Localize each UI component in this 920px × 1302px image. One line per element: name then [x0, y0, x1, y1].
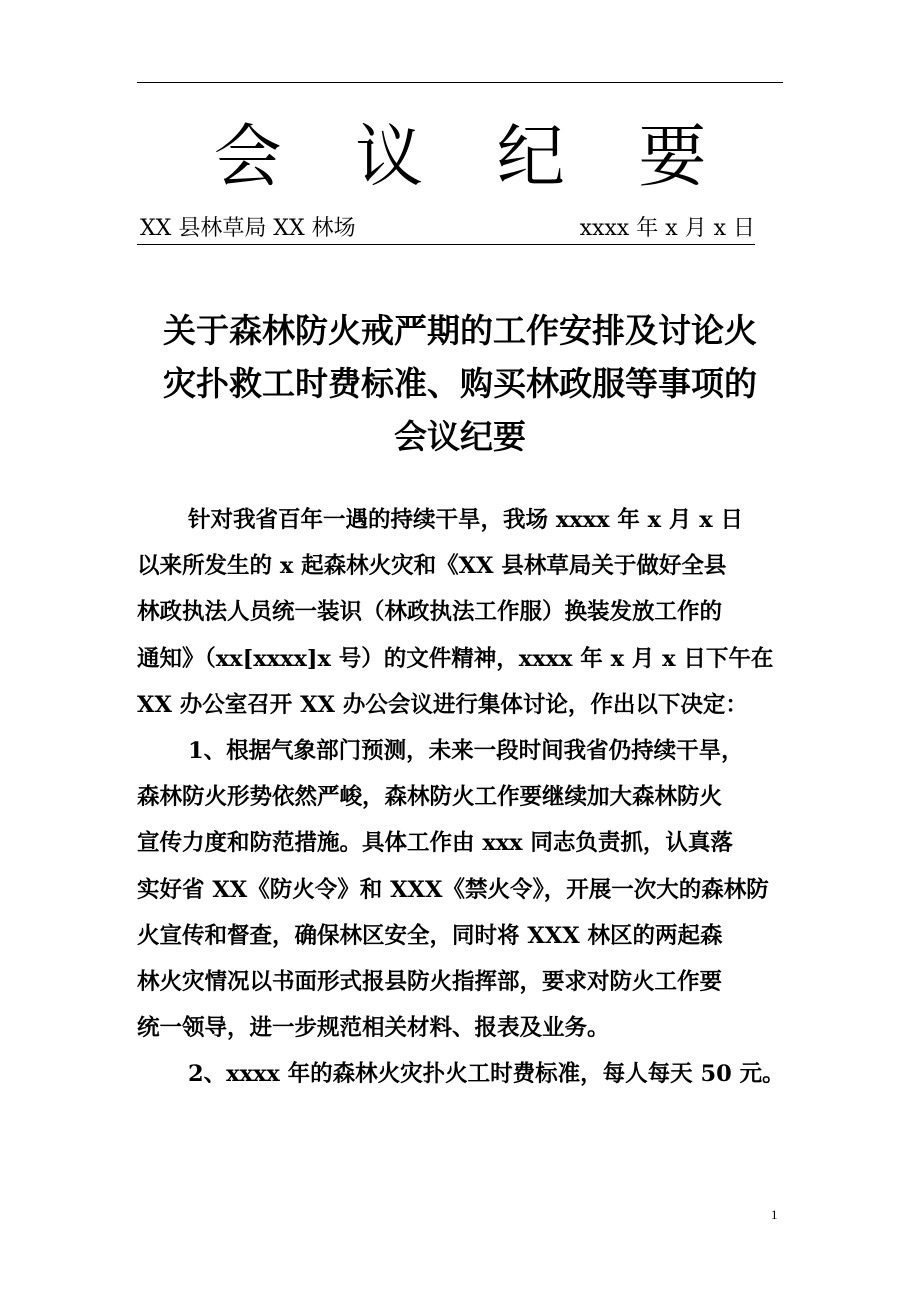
body-text [137, 497, 797, 1098]
document-date: xxxx 年 x 月 x 日 [579, 216, 755, 241]
paragraph-line: 2、xxxx 年的森林火灾扑火工时费标准，每人每天 50 元。 [188, 1061, 785, 1088]
paragraph-line: 通知》（xx[xxxx]x 号）的文件精神，xxxx 年 x 月 x 日下午在 [137, 645, 774, 672]
page-number: 1 [771, 1207, 778, 1222]
top-rule [137, 82, 783, 83]
subject-line: 关于森林防火戒严期的工作安排及讨论火 [163, 311, 757, 350]
meta-line [137, 214, 755, 245]
subject-line: 会议纪要 [394, 417, 526, 456]
paragraph-line: 火宣传和督查，确保林区安全，同时将 XXX 林区的两起森 [137, 922, 723, 949]
subject-line: 灾扑救工时费标准、购买林政服等事项的 [163, 364, 757, 403]
paragraph-line: 实好省 XX《防火令》和 XXX《禁火令》，开展一次大的森林防 [137, 876, 769, 903]
organization-name: XX 县林草局 XX 林场 [140, 216, 356, 241]
document-heading: 会 议 纪 要 [213, 118, 733, 197]
subject-title [137, 304, 783, 463]
paragraph-line: 宣传力度和防范措施。具体工作由 xxx 同志负责抓，认真落 [137, 830, 733, 857]
paragraph-line: 1、根据气象部门预测，未来一段时间我省仍持续干旱， [188, 738, 744, 765]
paragraph-line: 林火灾情况以书面形式报县防火指挥部，要求对防火工作要 [137, 969, 723, 996]
paragraph-line: 林政执法人员统一装识（林政执法工作服）换装发放工作的 [137, 599, 723, 626]
paragraph-line: 以来所发生的 x 起森林火灾和《XX 县林草局关于做好全县 [137, 553, 727, 580]
paragraph-line: XX 办公室召开 XX 办公会议进行集体讨论，作出以下决定： [137, 691, 748, 718]
paragraph-line: 针对我省百年一遇的持续干旱，我场 xxxx 年 x 月 x 日 [188, 507, 743, 533]
paragraph-line: 森林防火形势依然严峻，森林防火工作要继续加大森林防火 [137, 784, 723, 811]
paragraph-line: 统一领导，进一步规范相关材料、报表及业务。 [137, 1015, 610, 1042]
